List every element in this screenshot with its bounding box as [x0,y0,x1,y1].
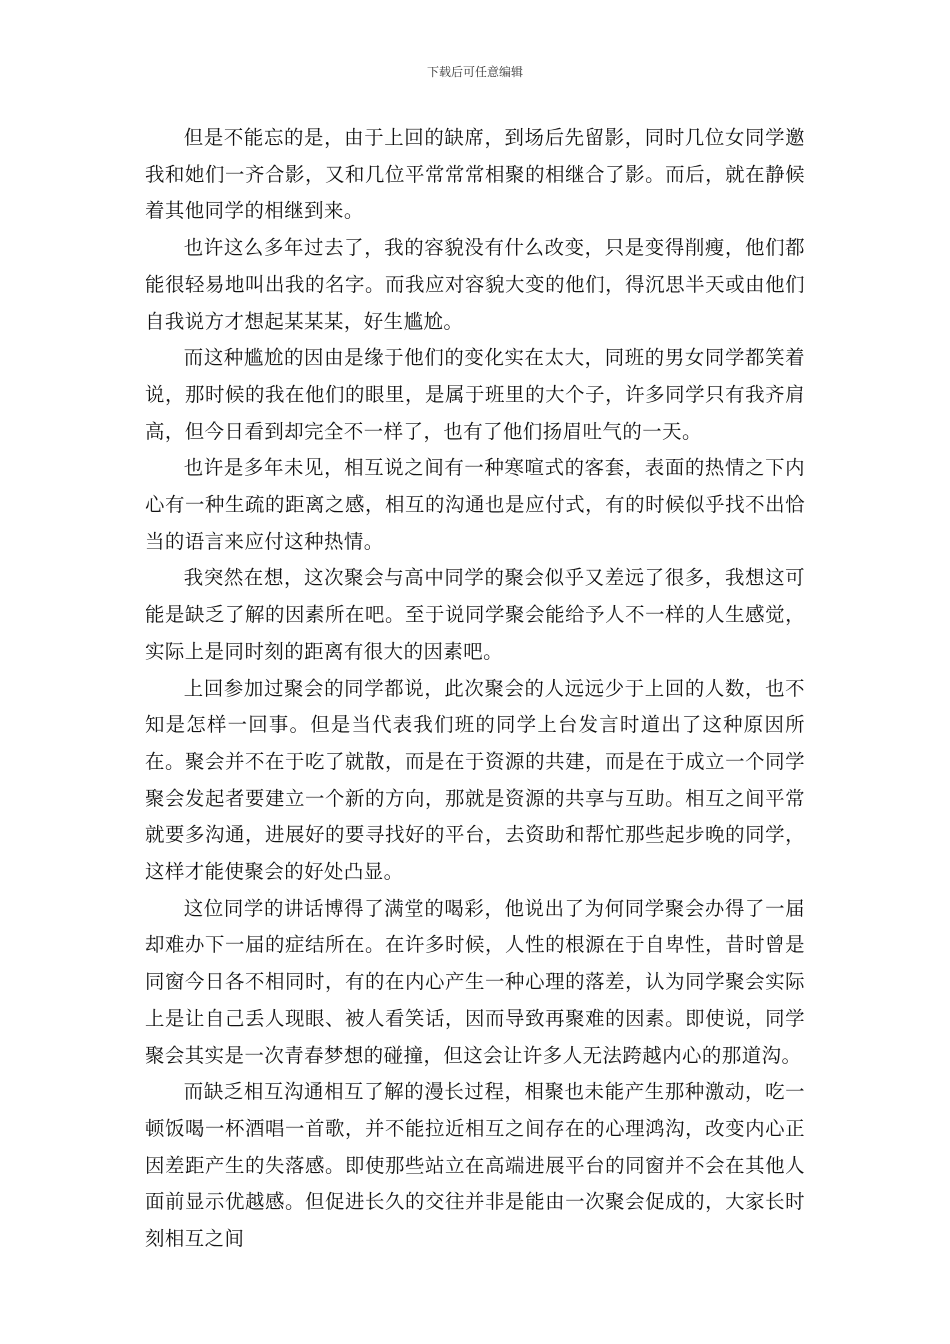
paragraph: 但是不能忘的是，由于上回的缺席，到场后先留影，同时几位女同学邀我和她们一齐合影，又和几位平常常常相聚的相继合了影。而后，就在静候着其他同学的相继到来。 [145,126,805,223]
page-header: 下载后可任意编辑 [426,65,523,79]
paragraph: 而这种尴尬的因由是缘于他们的变化实在太大，同班的男女同学都笑着说，那时候的我在他们的眼里，是属于班里的大个子，许多同学只有我齐肩高，但今日看到却完全不一样了，也有了他们扬眉吐气的一天。 [145,346,805,443]
paragraph: 也许这么多年过去了，我的容貌没有什么改变，只是变得削瘦，他们都能很轻易地叫出我的名字。而我应对容貌大变的他们，得沉思半天或由他们自我说方才想起某某某，好生尴尬。 [145,236,805,333]
document-body [145,120,805,1258]
paragraph: 也许是多年未见，相互说之间有一种寒喧式的客套，表面的热情之下内心有一种生疏的距离之感，相互的沟通也是应付式，有的时候似乎找不出恰当的语言来应付这种热情。 [145,456,805,553]
paragraph: 而缺乏相互沟通相互了解的漫长过程，相聚也未能产生那种激动，吃一顿饭喝一杯酒唱一首歌，并不能拉近相互之间存在的心理鸿沟，改变内心正因差距产生的失落感。即使那些站立在高端进展平台的同窗并不会在其他人面前显示优越感。但促进长久的交往并非是能由一次聚会促成的，大家长时刻相互之间 [145,1080,805,1251]
paragraph: 我突然在想，这次聚会与高中同学的聚会似乎又差远了很多，我想这可能是缺乏了解的因素所在吧。至于说同学聚会能给予人不一样的人生感觉，实际上是同时刻的距离有很大的因素吧。 [145,566,805,663]
paragraph: 这位同学的讲话博得了满堂的喝彩，他说出了为何同学聚会办得了一届却难办下一届的症结所在。在许多时候，人性的根源在于自卑性，昔时曾是同窗今日各不相同时，有的在内心产生一种心理的落差，认为同学聚会实际上是让自己丢人现眼、被人看笑话，因而导致再聚难的因素。即使说，同学聚会其实是一次青春梦想的碰撞，但这会让许多人无法跨越内心的那道沟。 [145,896,805,1067]
paragraph: 上回参加过聚会的同学都说，此次聚会的人远远少于上回的人数，也不知是怎样一回事。但是当代表我们班的同学上台发言时道出了这种原因所在。聚会并不在于吃了就散，而是在于资源的共建，而是在于成立一个同学聚会发起者要建立一个新的方向，那就是资源的共享与互助。相互之间平常就要多沟通，进展好的要寻找好的平台，去资助和帮忙那些起步晚的同学，这样才能使聚会的好处凸显。 [145,676,805,884]
